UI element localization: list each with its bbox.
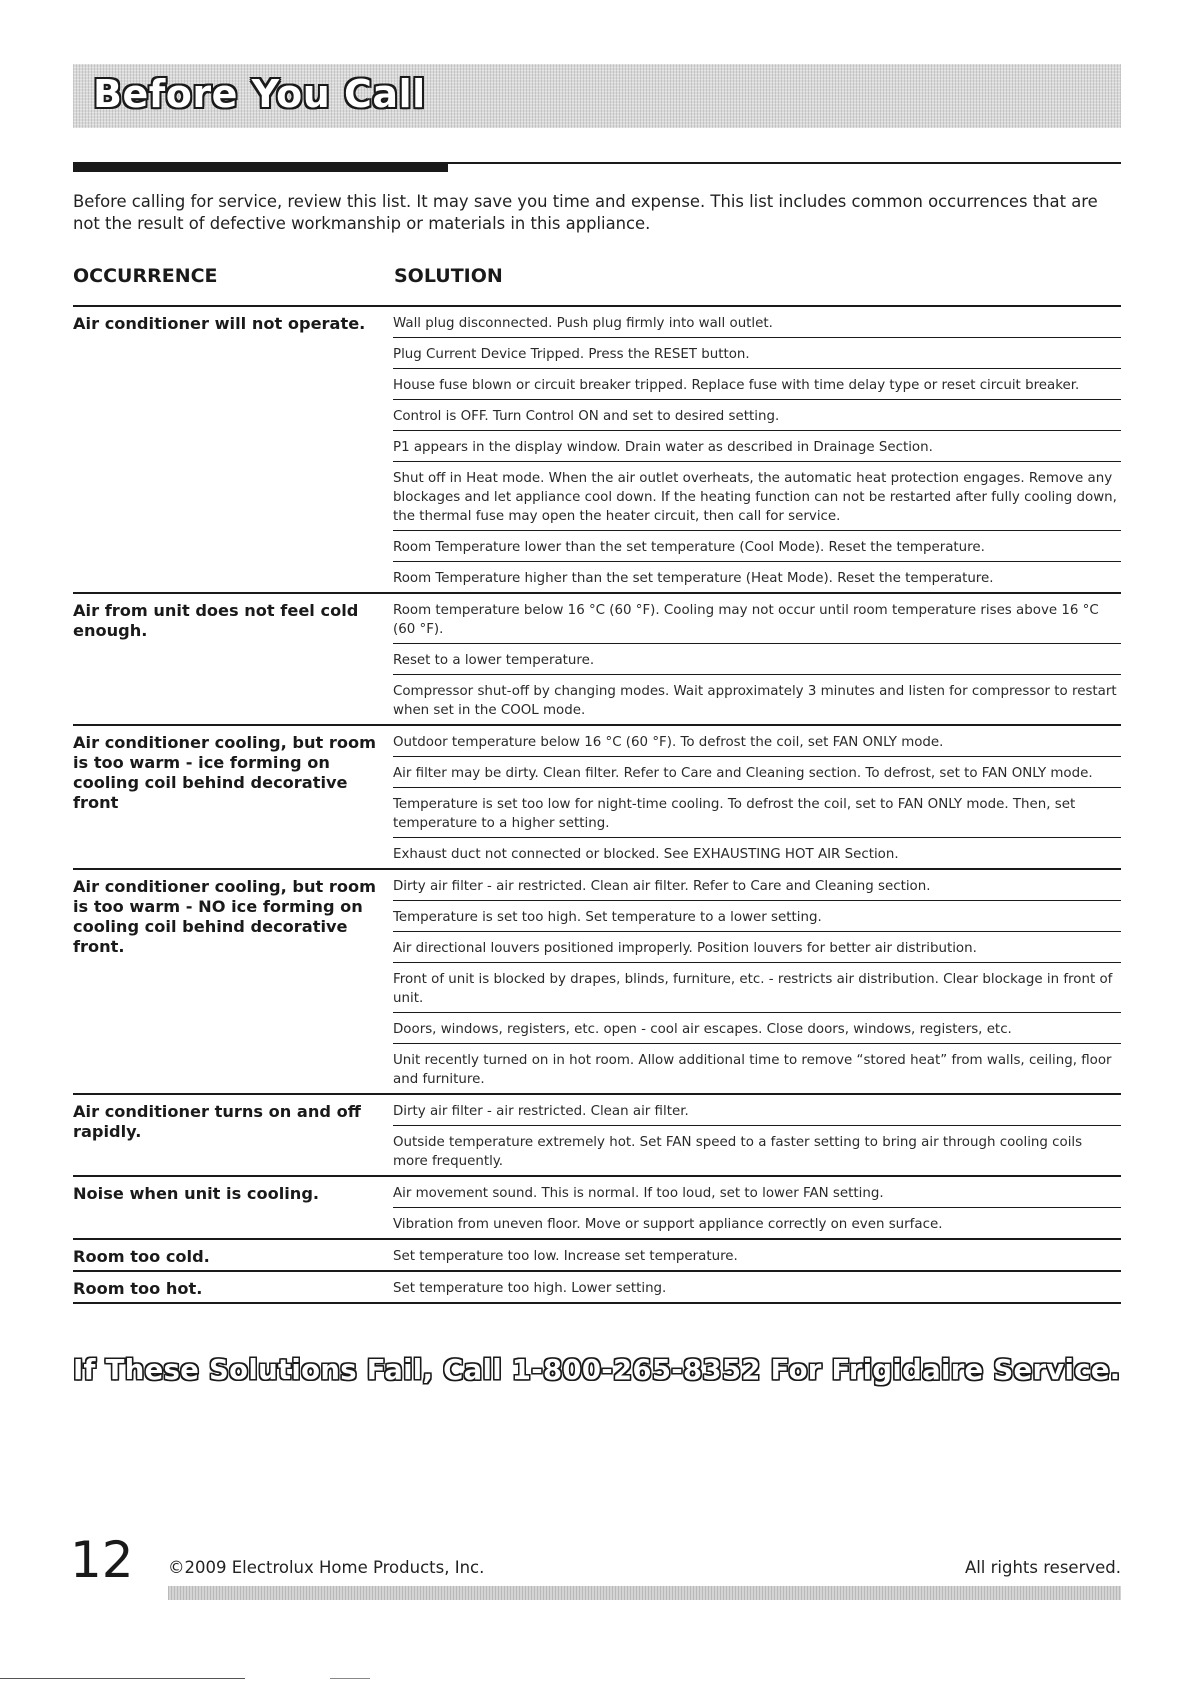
occurrence-cell: Room too cold. <box>73 1247 210 1266</box>
header-rule-accent <box>73 162 448 172</box>
occurrence-cell: Room too hot. <box>73 1279 203 1298</box>
solution-item: Air movement sound. This is normal. If too loud, set to lower FAN setting. <box>393 1186 884 1201</box>
occurrence-cell: Air from unit does not feel cold enough. <box>73 601 359 640</box>
title-banner <box>73 64 1121 128</box>
solution-list <box>393 870 1121 1093</box>
occurrence-cell: Air conditioner will not operate. <box>73 314 366 333</box>
solution-list <box>393 1177 1121 1238</box>
solution-item: Control is OFF. Turn Control ON and set to desired setting. <box>393 399 1121 430</box>
scan-edge-mark <box>330 1678 370 1679</box>
solution-item: Outdoor temperature below 16 °C (60 °F). To defrost the coil, set FAN ONLY mode. <box>393 735 944 750</box>
solution-item: Plug Current Device Tripped. Press the RESET button. <box>393 337 1121 368</box>
solution-item: Compressor shut-off by changing modes. Wait approximately 3 minutes and listen for compressor to restart when set in the COOL mode. <box>393 674 1121 724</box>
solution-item: Wall plug disconnected. Push plug firmly into wall outlet. <box>393 316 773 331</box>
solution-item: Temperature is set too high. Set temperature to a lower setting. <box>393 900 1121 931</box>
solution-list <box>393 1272 1121 1302</box>
solution-item: Air filter may be dirty. Clean filter. Refer to Care and Cleaning section. To defrost, set to FAN ONLY mode. <box>393 756 1121 787</box>
scan-edge-line <box>0 1678 245 1679</box>
solution-item: Air directional louvers positioned improperly. Position louvers for better air distribution. <box>393 931 1121 962</box>
solution-item: House fuse blown or circuit breaker tripped. Replace fuse with time delay type or reset circuit breaker. <box>393 368 1121 399</box>
solution-item: Front of unit is blocked by drapes, blinds, furniture, etc. - restricts air distribution. Clear blockage in front of unit. <box>393 962 1121 1012</box>
table-row <box>73 1238 1121 1270</box>
page-title: Before You Call <box>93 72 426 116</box>
solution-item: Outside temperature extremely hot. Set FAN speed to a faster setting to bring air through cooling coils more frequently. <box>393 1125 1121 1175</box>
solution-list <box>393 726 1121 868</box>
table-bottom-rule <box>73 1302 1121 1304</box>
solution-column-heading: SOLUTION <box>394 265 503 287</box>
table-row <box>73 1093 1121 1175</box>
occurrence-cell: Noise when unit is cooling. <box>73 1184 320 1203</box>
solution-list <box>393 1095 1121 1175</box>
solution-item: P1 appears in the display window. Drain water as described in Drainage Section. <box>393 430 1121 461</box>
solution-item: Shut off in Heat mode. When the air outlet overheats, the automatic heat protection engages. Remove any blockages and let appliance cool down. If the heating function can not be restarted after fully cooling down, the thermal fuse may open the heater circuit, then call for service. <box>393 461 1121 530</box>
page-number: 12 <box>70 1531 134 1589</box>
solution-item: Room Temperature higher than the set temperature (Heat Mode). Reset the temperature. <box>393 561 1121 592</box>
solution-item: Temperature is set too low for night-time cooling. To defrost the coil, set to FAN ONLY mode. Then, set temperature to a higher setting. <box>393 787 1121 837</box>
table-row <box>73 1175 1121 1238</box>
service-call-line: If These Solutions Fail, Call 1-800-265-8352 For Frigidaire Service. <box>73 1354 1121 1386</box>
solution-item: Doors, windows, registers, etc. open - cool air escapes. Close doors, windows, registers, etc. <box>393 1012 1121 1043</box>
table-row <box>73 305 1121 592</box>
occurrence-cell: Air conditioner cooling, but room is too warm - NO ice forming on cooling coil behind decorative front. <box>73 877 377 956</box>
solution-list <box>393 594 1121 724</box>
copyright-notice: ©2009 Electrolux Home Products, Inc. <box>168 1558 485 1577</box>
table-row <box>73 592 1121 724</box>
occurrence-cell: Air conditioner turns on and off rapidly. <box>73 1102 361 1141</box>
solution-item: Set temperature too high. Lower setting. <box>393 1281 667 1296</box>
table-row <box>73 1270 1121 1302</box>
solution-item: Dirty air filter - air restricted. Clean air filter. Refer to Care and Cleaning section. <box>393 879 931 894</box>
rights-notice: All rights reserved. <box>964 1558 1121 1577</box>
troubleshooting-table <box>73 305 1121 1304</box>
footer-bar <box>168 1586 1121 1600</box>
occurrence-cell: Air conditioner cooling, but room is too warm - ice forming on cooling coil behind decorative front <box>73 733 377 812</box>
intro-paragraph: Before calling for service, review this list. It may save you time and expense. This list includes common occurrences that are not the result of defective workmanship or materials in this appliance. <box>73 192 1098 233</box>
table-row <box>73 724 1121 868</box>
solution-item: Set temperature too low. Increase set temperature. <box>393 1249 738 1264</box>
solution-item: Unit recently turned on in hot room. Allow additional time to remove “stored heat” from walls, ceiling, floor and furniture. <box>393 1043 1121 1093</box>
solution-item: Room temperature below 16 °C (60 °F). Cooling may not occur until room temperature rises above 16 °C (60 °F). <box>393 603 1099 637</box>
solution-item: Dirty air filter - air restricted. Clean air filter. <box>393 1104 689 1119</box>
solution-list <box>393 307 1121 592</box>
table-row <box>73 868 1121 1093</box>
solution-item: Vibration from uneven floor. Move or support appliance correctly on even surface. <box>393 1207 1121 1238</box>
solution-item: Exhaust duct not connected or blocked. See EXHAUSTING HOT AIR Section. <box>393 837 1121 868</box>
occurrence-column-heading: OCCURRENCE <box>73 265 218 287</box>
solution-item: Room Temperature lower than the set temperature (Cool Mode). Reset the temperature. <box>393 530 1121 561</box>
solution-list <box>393 1240 1121 1270</box>
solution-item: Reset to a lower temperature. <box>393 643 1121 674</box>
